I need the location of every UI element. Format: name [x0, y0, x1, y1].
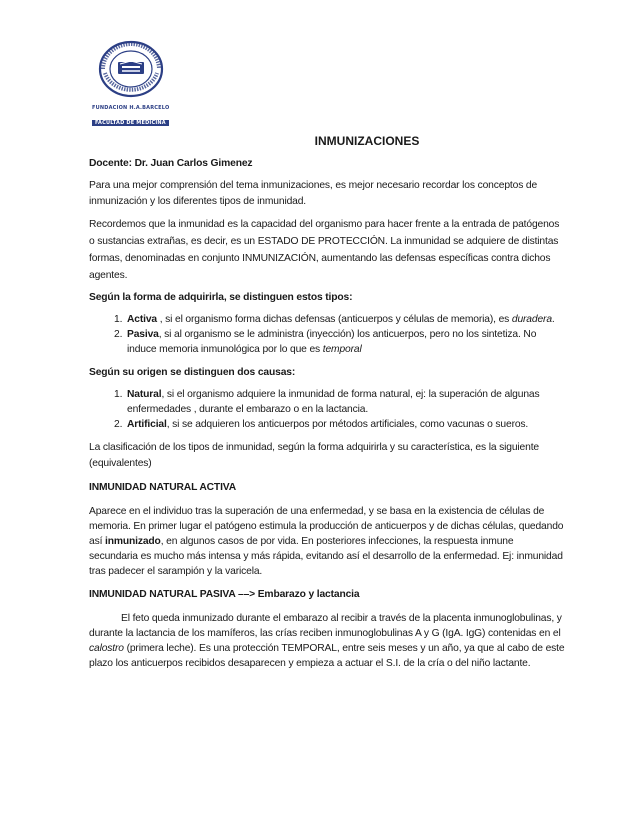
- definition-paragraph: Recordemos que la inmunidad es la capacidad del organismo para hacer frente a la entrada de patógenos o sustancias extrañas, es decir, es un ESTADO DE PROTECCIÓN. La inmunidad se adquiere de distintas formas, denominadas en conjunto INMUNIZACIÓN, aumentando las defensas específicas contra dichos agentes.: [89, 219, 560, 281]
- list-item: 1. Activa , si el organismo forma dichas defensas (anticuerpos y células de memoria), es duradera.: [125, 312, 565, 327]
- natural-activa-heading: INMUNIDAD NATURAL ACTIVA: [89, 482, 237, 493]
- university-seal-icon: [98, 40, 164, 98]
- faculty-label: FACULTAD DE MEDICINA: [92, 120, 169, 126]
- list-item: 2. Artificial, si se adquieren los anticuerpos por métodos artificiales, como vacunas o sueros.: [125, 417, 565, 432]
- natural-pasiva-paragraph: El feto queda inmunizado durante el embarazo al recibir a través de la placenta inmunoglobulinas, y durante la lactancia de los mamíferos, las crías reciben inmunoglobulinas A y G (IgA. IgG) contenidas en el calostro (primera leche). Es una protección TEMPORAL, entre seis meses y un año, ya que al cabo de este plazo los anticuerpos recibidos desaparecen y empieza a actuar el S.I. de la cría o del niño lactante.: [89, 613, 565, 669]
- list-item: 1. Natural, si el organismo adquiere la inmunidad de forma natural, ej: la superación de algunas enfermedades , durante el embarazo o en la lactancia.: [125, 387, 565, 417]
- document-body: [89, 133, 565, 677]
- page-title: INMUNIZACIONES: [314, 134, 420, 148]
- forma-heading: Según la forma de adquirirla, se distinguen estos tipos:: [89, 292, 353, 303]
- foundation-label: FUNDACION H.A.BARCELO: [92, 105, 170, 111]
- forma-list: [89, 312, 565, 357]
- university-logo: [92, 40, 172, 129]
- teacher-line: Docente: Dr. Juan Carlos Gimenez: [89, 158, 253, 169]
- classification-paragraph: La clasificación de los tipos de inmunidad, según la forma adquirirla y su característica, es la siguiente (equivalentes): [89, 442, 539, 469]
- origen-list: [89, 387, 565, 432]
- natural-pasiva-heading: INMUNIDAD NATURAL PASIVA ––> Embarazo y lactancia: [89, 589, 360, 600]
- origen-heading: Según su origen se distinguen dos causas:: [89, 367, 296, 378]
- natural-activa-paragraph: Aparece en el individuo tras la superación de una enfermedad, y se basa en la existencia de células de memoria. En primer lugar el patógeno estimula la producción de anticuerpos y de dichas células, quedando así inmunizado, en algunos casos de por vida. En posteriores infecciones, la respuesta inmune secundaria es mucho más intensa y más rápida, evitando así el desarrollo de la enfermedad. Ej: inmunidad tras padecer el sarampión y la varicela.: [89, 506, 564, 577]
- list-item: 2. Pasiva, si al organismo se le administra (inyección) los anticuerpos, pero no los sintetiza. No induce memoria inmunológica por lo que es temporal: [125, 327, 565, 357]
- intro-paragraph: Para una mejor comprensión del tema inmunizaciones, es mejor necesario recordar los conceptos de inmunización y los diferentes tipos de inmunidad.: [89, 180, 538, 207]
